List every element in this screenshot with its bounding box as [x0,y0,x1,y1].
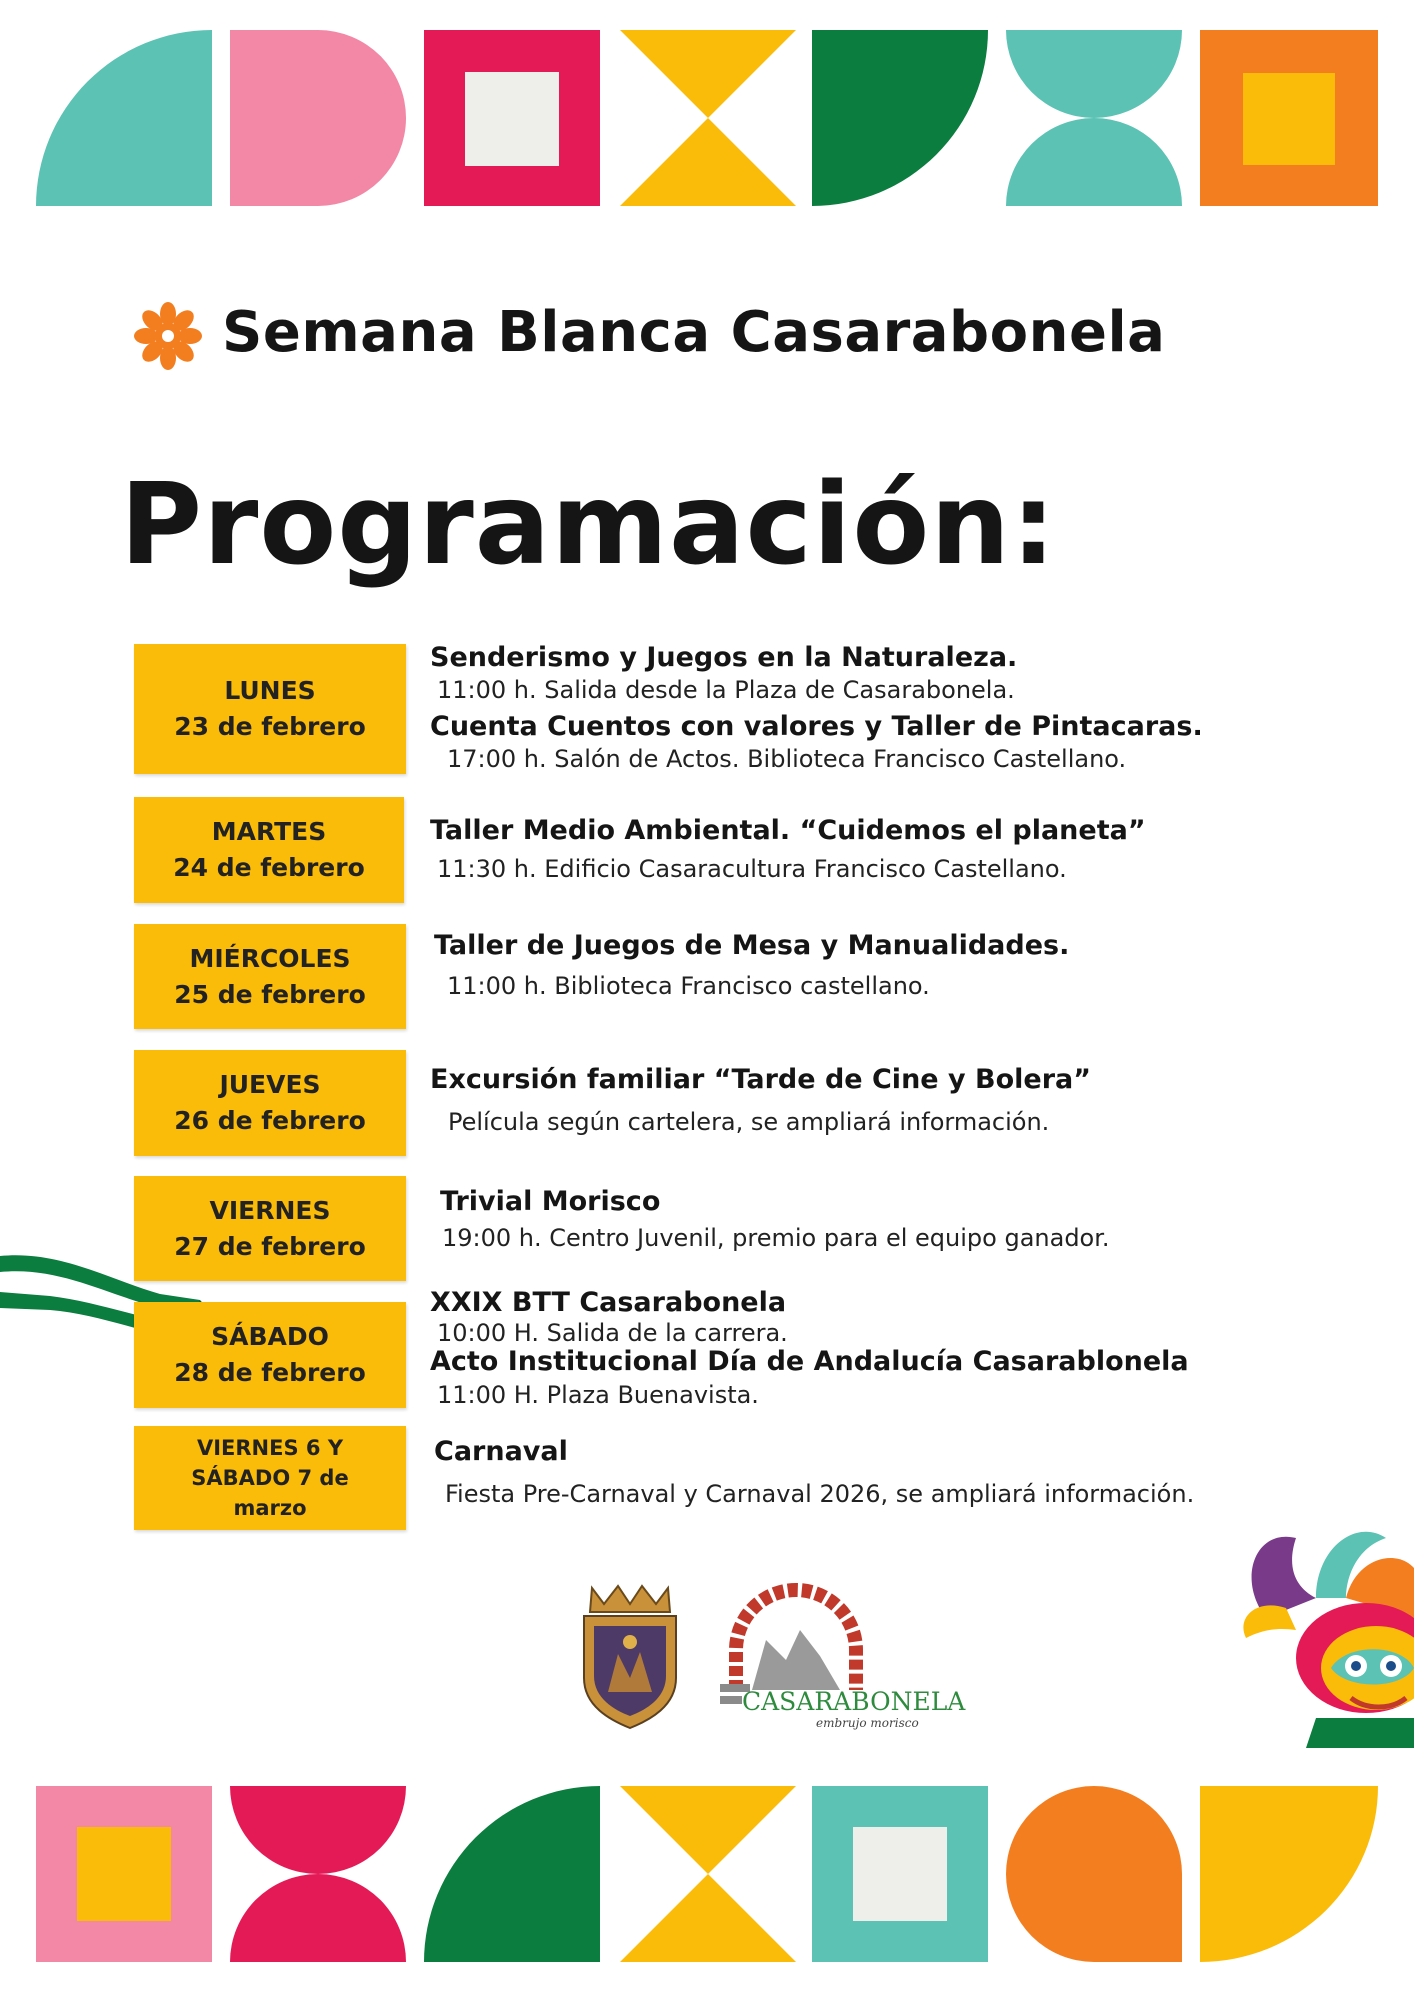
day-name: MIÉRCOLES [189,943,351,973]
sun-icon [133,301,203,371]
event-detail: 17:00 h. Salón de Actos. Biblioteca Francisco Castellano. [447,745,1127,773]
day-date: 23 de febrero [174,712,366,741]
day-name: SÁBADO [211,1322,329,1351]
day-box-sabado [134,1302,406,1408]
event-title: Excursión familiar “Tarde de Cine y Bolera” [430,1064,1091,1095]
event-detail: Película según cartelera, se ampliará información. [448,1108,1050,1136]
event-detail: 11:00 H. Plaza Buenavista. [437,1381,759,1409]
day-box-miercoles [134,924,406,1029]
town-coat-of-arms-icon [578,1582,682,1730]
day-name: MARTES [211,817,327,846]
event-detail: 10:00 H. Salida de la carrera. [437,1319,788,1347]
event-title: Acto Institucional Día de Andalucía Casarablonela [430,1346,1189,1377]
header-title: Semana Blanca Casarabonela [222,300,1166,365]
day-box-carnaval [134,1426,406,1530]
event-title: Senderismo y Juegos en la Naturaleza. [430,642,1018,673]
day-box-lunes [134,644,406,774]
day-name: JUEVES [219,1070,321,1099]
day-date: 24 de febrero [173,853,365,882]
day-name: VIERNES 6 Y SÁBADO 7 de [191,1436,349,1490]
event-detail: 19:00 h. Centro Juvenil, premio para el equipo ganador. [442,1224,1110,1252]
program-title: Programación: [120,460,1057,590]
decor-tiles-bottom [0,1780,1414,1980]
event-detail: 11:00 h. Biblioteca Francisco castellano. [447,972,930,1000]
logo-brand-text: CASARABONELA [742,1687,966,1716]
event-title: Taller Medio Ambiental. “Cuidemos el planeta” [430,815,1146,846]
day-box-viernes [134,1176,406,1281]
day-date: 25 de febrero [174,979,366,1009]
day-box-jueves [134,1050,406,1156]
event-detail: 11:00 h. Salida desde la Plaza de Casarabonela. [437,676,1015,704]
day-date: 28 de febrero [174,1358,366,1387]
day-date: marzo [233,1496,307,1520]
event-title: Cuenta Cuentos con valores y Taller de Pintacaras. [430,711,1203,742]
event-title: Trivial Morisco [440,1186,661,1217]
day-date: 26 de febrero [174,1106,366,1135]
event-detail: Fiesta Pre-Carnaval y Carnaval 2026, se ampliará información. [445,1480,1195,1508]
day-box-martes [134,797,404,903]
decor-tiles-top [0,0,1414,215]
carnival-mask-mascot-icon [1226,1518,1414,1748]
event-title: Taller de Juegos de Mesa y Manualidades. [434,930,1070,961]
casarabonela-logo-icon [716,1580,966,1730]
event-title: XXIX BTT Casarabonela [430,1287,787,1318]
logo-tagline-text: embrujo morisco [816,1716,919,1730]
day-name: LUNES [224,676,316,705]
event-title: Carnaval [434,1436,568,1467]
day-name: VIERNES [209,1195,331,1225]
day-date: 27 de febrero [174,1231,366,1261]
event-detail: 11:30 h. Edificio Casaracultura Francisco Castellano. [437,855,1067,883]
